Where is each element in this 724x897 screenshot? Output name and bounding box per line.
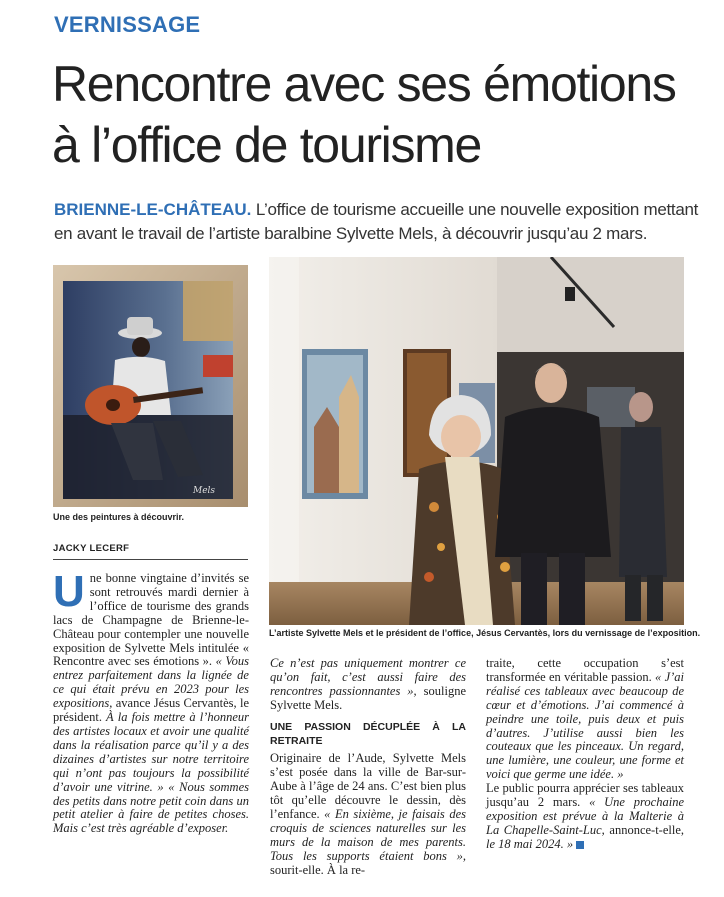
article-column-1: [53, 567, 249, 836]
photo-caption-left: Une des peintures à découvrir.: [53, 512, 185, 522]
byline: JACKY LECERF: [53, 543, 130, 554]
article-subhead: UNE PASSION DÉCUPLÉE À LA RETRAITE: [270, 720, 466, 747]
body-text: ne bonne vingtaine d’invités se sont retrouvés mardi dernier à l’office de tourisme des grands lacs de Champagne de Brienne-le-Château pour contempler une nouvelle exposition de Sylvette Mels intitulée « Rencontre avec ses émotions ».: [53, 571, 249, 669]
body-text: Le public pourra apprécier ses tableaux jusqu’au 2 mars.: [486, 781, 684, 810]
body-quote: « Une prochaine exposition est prévue à la Malterie à La Chapelle-Saint-Luc,: [486, 795, 684, 837]
article-column-3: [486, 657, 684, 852]
article-paragraph: [486, 657, 684, 782]
headline-line-2: à l’office de tourisme: [52, 117, 482, 173]
end-mark-icon: [576, 841, 584, 849]
lede-dateline: BRIENNE-LE-CHÂTEAU.: [54, 200, 252, 219]
headline: [52, 54, 712, 176]
vernissage-photo: [269, 257, 684, 625]
body-quote: À la fois mettre à l’honneur des artistes locaux et avoir une qualité dans la réalisation parce qu’il y a des dizaines d’artistes sur notre territoire qui n’ont pas toujours la possibilité d’avoir une vitrine. » « Nous sommes des petits dans notre petit coin dans un petit atelier à faire de petites choses. Mais c’est très agréable d’exposer.: [53, 710, 249, 836]
section-kicker: VERNISSAGE: [54, 12, 201, 37]
body-text: souligne Sylvette Mels.: [270, 683, 467, 712]
painting-signature: Mels: [193, 486, 216, 496]
byline-divider: [53, 559, 248, 560]
article-column-2: [270, 657, 466, 878]
body-quote: Ce n’est pas uniquement montrer ce qu’on fait, c’est aussi faire des rencontres passionnantes »,: [270, 656, 466, 698]
body-quote: « Vous entrez parfaitement dans la lignée de ce qui était prévu en 2023 pour les expositions,: [53, 654, 249, 711]
body-text: traite, cette occupation s’est transformée en véritable passion.: [486, 656, 684, 684]
body-quote: « En sixième, je faisais des croquis de sciences naturelles sur les murs de la maison de mes parents. Tous les supports étaient bons »,: [270, 807, 466, 863]
artist-and-president-image: [269, 257, 684, 625]
article-paragraph: [486, 782, 684, 852]
body-date: le 18 mai 2024. »: [486, 836, 574, 851]
body-quote: « J’ai réalisé ces tableaux avec beaucoup de cœur et d’émotions. J’ai commencé à peindre une toile, puis deux et puis d’autres. J’utilise aussi bien les couteaux que les pinceaux. Un regard, une lumière, une couleur, une forme et voici que germe une idée. »: [486, 669, 685, 782]
photo-caption-right: L’artiste Sylvette Mels et le président de l’office, Jésus Cervantès, lors du vernissage de l’exposition.: [269, 628, 701, 638]
body-text: Originaire de l’Aude, Sylvette Mels s’est posée dans la ville de Bar-sur-Aube à l’âge de 24 ans. C’est bien plus tôt qu’elle découvre le dessin, dès l’enfance.: [270, 751, 466, 822]
lede: [54, 198, 714, 246]
lede-text: L’office de tourisme accueille une nouvelle exposition mettant en avant le travail de l’artiste baralbine Sylvette Mels, à découvrir jusqu’au 2 mars.: [54, 200, 699, 243]
article-paragraph: [270, 657, 466, 713]
body-text: sourit-elle. À la re-: [270, 862, 366, 877]
painting-photo: [53, 265, 248, 507]
body-text: avance Jésus Cervantès, le président.: [53, 696, 249, 725]
guitarist-painting-image: [53, 265, 248, 507]
drop-cap: U: [53, 567, 85, 616]
headline-line-1: Rencontre avec ses émotions: [52, 56, 676, 112]
article-paragraph: [270, 752, 466, 877]
body-text: annonce-t-elle,: [604, 822, 684, 837]
article-paragraph: [53, 567, 249, 836]
